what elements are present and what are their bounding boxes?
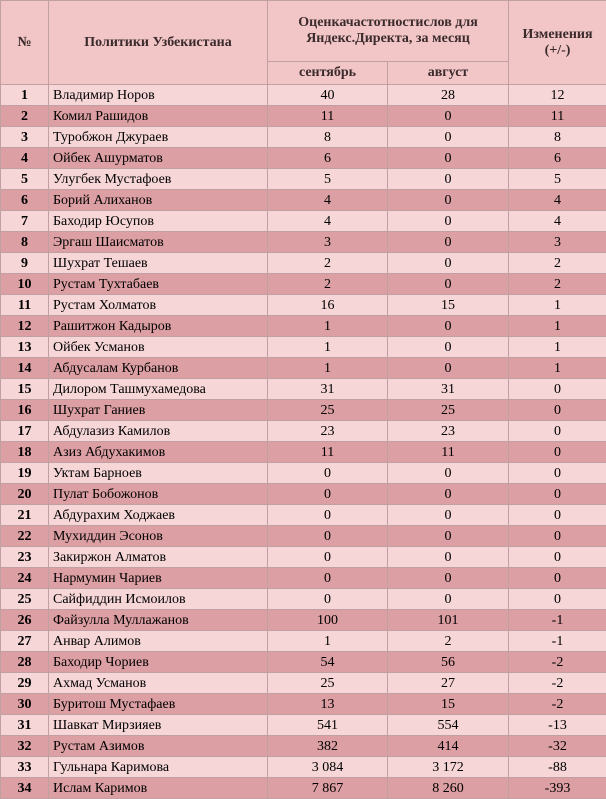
- change-value: 0: [509, 547, 606, 568]
- politician-name: Баходир Юсупов: [49, 211, 268, 232]
- change-value: 1: [509, 358, 606, 379]
- change-value: -32: [509, 736, 606, 757]
- politician-name: Рустам Холматов: [49, 295, 268, 316]
- table-row: [1, 673, 606, 694]
- politician-name: Ойбек Ашурматов: [49, 148, 268, 169]
- politician-name: Закиржон Алматов: [49, 547, 268, 568]
- politician-name: Файзулла Муллажанов: [49, 610, 268, 631]
- august-value: 31: [388, 379, 509, 400]
- september-value: 0: [268, 526, 388, 547]
- row-number: 29: [1, 673, 49, 694]
- august-value: 0: [388, 274, 509, 295]
- change-value: 0: [509, 400, 606, 421]
- row-number: 19: [1, 463, 49, 484]
- change-value: 5: [509, 169, 606, 190]
- september-value: 0: [268, 589, 388, 610]
- change-value: 4: [509, 211, 606, 232]
- politician-name: Буритош Мустафаев: [49, 694, 268, 715]
- august-value: 0: [388, 547, 509, 568]
- row-number: 33: [1, 757, 49, 778]
- september-value: 40: [268, 85, 388, 106]
- september-value: 5: [268, 169, 388, 190]
- header-august: август: [388, 62, 509, 85]
- september-value: 1: [268, 316, 388, 337]
- september-value: 31: [268, 379, 388, 400]
- row-number: 14: [1, 358, 49, 379]
- table-row: [1, 736, 606, 757]
- august-value: 0: [388, 127, 509, 148]
- politician-name: Рустам Азимов: [49, 736, 268, 757]
- row-number: 12: [1, 316, 49, 337]
- row-number: 9: [1, 253, 49, 274]
- august-value: 15: [388, 694, 509, 715]
- august-value: 0: [388, 253, 509, 274]
- september-value: 3: [268, 232, 388, 253]
- table-row: [1, 778, 606, 799]
- header-estimate: Оценкачастотностислов для Яндекс.Директа, за месяц: [268, 1, 509, 62]
- august-value: 0: [388, 484, 509, 505]
- change-value: -1: [509, 610, 606, 631]
- row-number: 1: [1, 85, 49, 106]
- politician-name: Абдусалам Курбанов: [49, 358, 268, 379]
- august-value: 0: [388, 589, 509, 610]
- table-row: [1, 211, 606, 232]
- table-row: [1, 295, 606, 316]
- august-value: 554: [388, 715, 509, 736]
- row-number: 7: [1, 211, 49, 232]
- change-value: -13: [509, 715, 606, 736]
- row-number: 30: [1, 694, 49, 715]
- row-number: 4: [1, 148, 49, 169]
- table-row: [1, 85, 606, 106]
- september-value: 23: [268, 421, 388, 442]
- table-row: [1, 169, 606, 190]
- row-number: 15: [1, 379, 49, 400]
- september-value: 382: [268, 736, 388, 757]
- table-row: [1, 148, 606, 169]
- row-number: 6: [1, 190, 49, 211]
- change-value: 0: [509, 589, 606, 610]
- politician-name: Шухрат Ганиев: [49, 400, 268, 421]
- politician-name: Гульнара Каримова: [49, 757, 268, 778]
- august-value: 0: [388, 526, 509, 547]
- september-value: 54: [268, 652, 388, 673]
- politician-name: Мухиддин Эсонов: [49, 526, 268, 547]
- politician-name: Пулат Бобожонов: [49, 484, 268, 505]
- table-row: [1, 274, 606, 295]
- table-row: [1, 715, 606, 736]
- august-value: 414: [388, 736, 509, 757]
- august-value: 11: [388, 442, 509, 463]
- row-number: 28: [1, 652, 49, 673]
- table-row: [1, 505, 606, 526]
- august-value: 0: [388, 568, 509, 589]
- row-number: 18: [1, 442, 49, 463]
- september-value: 4: [268, 211, 388, 232]
- august-value: 8 260: [388, 778, 509, 799]
- september-value: 25: [268, 400, 388, 421]
- september-value: 0: [268, 568, 388, 589]
- change-value: 0: [509, 484, 606, 505]
- september-value: 8: [268, 127, 388, 148]
- table-row: [1, 463, 606, 484]
- table-row: [1, 568, 606, 589]
- table-row: [1, 610, 606, 631]
- politician-name: Ойбек Усманов: [49, 337, 268, 358]
- row-number: 8: [1, 232, 49, 253]
- change-value: 0: [509, 421, 606, 442]
- row-number: 27: [1, 631, 49, 652]
- politician-name: Сайфиддин Исмоилов: [49, 589, 268, 610]
- august-value: 2: [388, 631, 509, 652]
- change-value: -2: [509, 694, 606, 715]
- september-value: 100: [268, 610, 388, 631]
- change-value: 0: [509, 568, 606, 589]
- change-value: 12: [509, 85, 606, 106]
- table-row: [1, 484, 606, 505]
- table-row: [1, 757, 606, 778]
- table-row: [1, 421, 606, 442]
- table-row: [1, 232, 606, 253]
- august-value: 28: [388, 85, 509, 106]
- row-number: 3: [1, 127, 49, 148]
- politician-name: Ахмад Усманов: [49, 673, 268, 694]
- table-row: [1, 106, 606, 127]
- september-value: 2: [268, 274, 388, 295]
- change-value: 0: [509, 526, 606, 547]
- change-value: 0: [509, 463, 606, 484]
- august-value: 0: [388, 337, 509, 358]
- august-value: 56: [388, 652, 509, 673]
- row-number: 13: [1, 337, 49, 358]
- politician-name: Азиз Абдухакимов: [49, 442, 268, 463]
- header-number: №: [1, 1, 49, 85]
- politician-name: Баходир Чориев: [49, 652, 268, 673]
- table-row: [1, 127, 606, 148]
- august-value: 0: [388, 190, 509, 211]
- table-row: [1, 547, 606, 568]
- row-number: 10: [1, 274, 49, 295]
- change-value: 2: [509, 253, 606, 274]
- august-value: 0: [388, 505, 509, 526]
- september-value: 11: [268, 442, 388, 463]
- politician-name: Рустам Тухтабаев: [49, 274, 268, 295]
- politician-name: Анвар Алимов: [49, 631, 268, 652]
- table-row: [1, 379, 606, 400]
- row-number: 32: [1, 736, 49, 757]
- politician-name: Абдулазиз Камилов: [49, 421, 268, 442]
- row-number: 24: [1, 568, 49, 589]
- august-value: 0: [388, 232, 509, 253]
- change-value: 1: [509, 337, 606, 358]
- september-value: 1: [268, 337, 388, 358]
- september-value: 16: [268, 295, 388, 316]
- row-number: 5: [1, 169, 49, 190]
- politician-name: Владимир Норов: [49, 85, 268, 106]
- row-number: 34: [1, 778, 49, 799]
- row-number: 31: [1, 715, 49, 736]
- change-value: 0: [509, 505, 606, 526]
- change-value: 3: [509, 232, 606, 253]
- table-row: [1, 337, 606, 358]
- table-row: [1, 190, 606, 211]
- table-row: [1, 358, 606, 379]
- change-value: -88: [509, 757, 606, 778]
- row-number: 11: [1, 295, 49, 316]
- august-value: 0: [388, 211, 509, 232]
- september-value: 541: [268, 715, 388, 736]
- politician-name: Туробжон Джураев: [49, 127, 268, 148]
- politician-name: Рашитжон Кадыров: [49, 316, 268, 337]
- politician-name: Шухрат Тешаев: [49, 253, 268, 274]
- table-row: [1, 694, 606, 715]
- politician-name: Эргаш Шаисматов: [49, 232, 268, 253]
- table-row: [1, 589, 606, 610]
- change-value: 2: [509, 274, 606, 295]
- change-value: 6: [509, 148, 606, 169]
- table-row: [1, 652, 606, 673]
- change-value: 8: [509, 127, 606, 148]
- change-value: 1: [509, 316, 606, 337]
- row-number: 22: [1, 526, 49, 547]
- politician-name: Уктам Барноев: [49, 463, 268, 484]
- table-row: [1, 631, 606, 652]
- politician-name: Нармумин Чариев: [49, 568, 268, 589]
- row-number: 23: [1, 547, 49, 568]
- september-value: 11: [268, 106, 388, 127]
- september-value: 0: [268, 484, 388, 505]
- change-value: -393: [509, 778, 606, 799]
- august-value: 0: [388, 106, 509, 127]
- september-value: 2: [268, 253, 388, 274]
- politician-name: Борий Алиханов: [49, 190, 268, 211]
- september-value: 7 867: [268, 778, 388, 799]
- august-value: 25: [388, 400, 509, 421]
- august-value: 15: [388, 295, 509, 316]
- change-value: 0: [509, 379, 606, 400]
- table-row: [1, 316, 606, 337]
- change-value: 11: [509, 106, 606, 127]
- politician-name: Абдурахим Ходжаев: [49, 505, 268, 526]
- row-number: 17: [1, 421, 49, 442]
- row-number: 25: [1, 589, 49, 610]
- september-value: 1: [268, 358, 388, 379]
- row-number: 26: [1, 610, 49, 631]
- header-september: сентябрь: [268, 62, 388, 85]
- politician-name: Дилором Ташмухамедова: [49, 379, 268, 400]
- change-value: 4: [509, 190, 606, 211]
- politician-name: Ислам Каримов: [49, 778, 268, 799]
- august-value: 101: [388, 610, 509, 631]
- row-number: 21: [1, 505, 49, 526]
- august-value: 0: [388, 169, 509, 190]
- row-number: 2: [1, 106, 49, 127]
- politician-name: Комил Рашидов: [49, 106, 268, 127]
- september-value: 4: [268, 190, 388, 211]
- table-row: [1, 442, 606, 463]
- table-row: [1, 526, 606, 547]
- september-value: 25: [268, 673, 388, 694]
- september-value: 6: [268, 148, 388, 169]
- politician-name: Шавкат Мирзияев: [49, 715, 268, 736]
- september-value: 0: [268, 505, 388, 526]
- table-row: [1, 253, 606, 274]
- september-value: 0: [268, 463, 388, 484]
- september-value: 1: [268, 631, 388, 652]
- row-number: 16: [1, 400, 49, 421]
- table-row: [1, 400, 606, 421]
- change-value: 0: [509, 442, 606, 463]
- august-value: 23: [388, 421, 509, 442]
- header-politicians: Политики Узбекистана: [49, 1, 268, 85]
- header-change: Изменения (+/-): [509, 1, 606, 85]
- august-value: 27: [388, 673, 509, 694]
- politician-name: Улугбек Мустафоев: [49, 169, 268, 190]
- row-number: 20: [1, 484, 49, 505]
- september-value: 0: [268, 547, 388, 568]
- august-value: 3 172: [388, 757, 509, 778]
- september-value: 13: [268, 694, 388, 715]
- change-value: 1: [509, 295, 606, 316]
- change-value: -1: [509, 631, 606, 652]
- table-body: [1, 85, 606, 799]
- august-value: 0: [388, 148, 509, 169]
- august-value: 0: [388, 316, 509, 337]
- september-value: 3 084: [268, 757, 388, 778]
- august-value: 0: [388, 463, 509, 484]
- august-value: 0: [388, 358, 509, 379]
- change-value: -2: [509, 673, 606, 694]
- change-value: -2: [509, 652, 606, 673]
